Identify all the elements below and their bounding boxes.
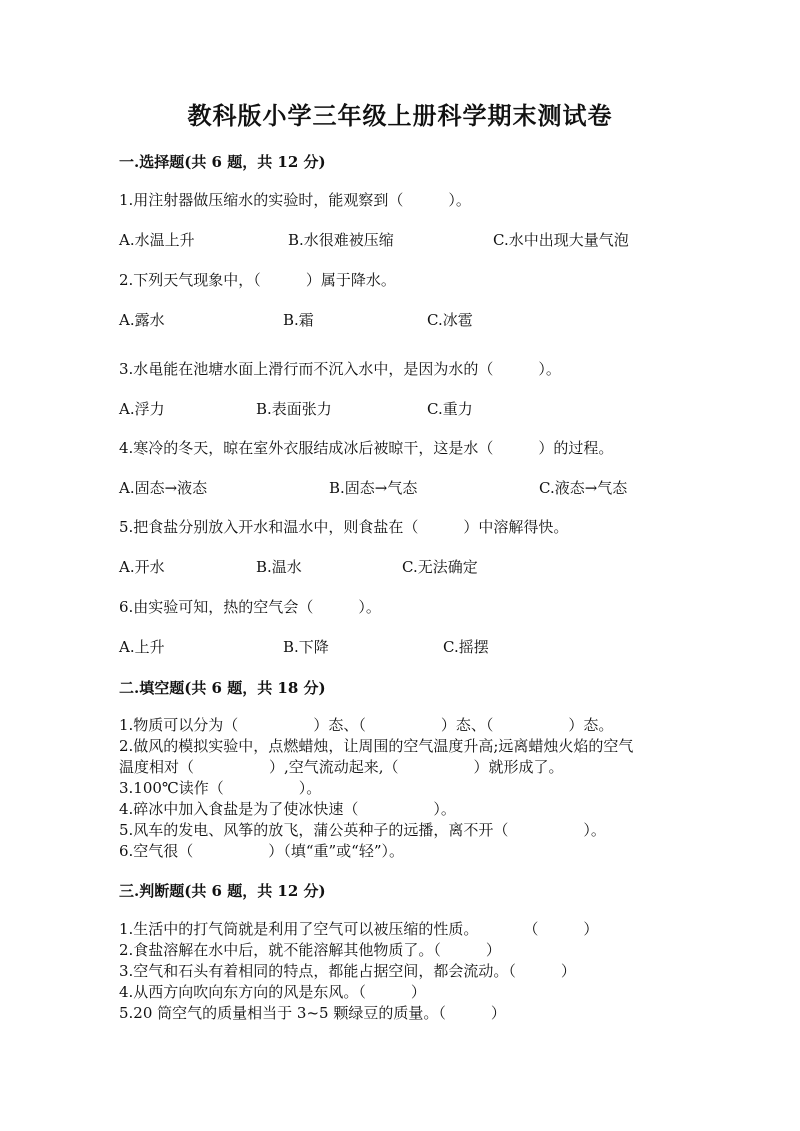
option-1-3-a: A.浮力 (119, 400, 165, 418)
option-1-5-c: C.无法确定 (402, 558, 478, 576)
fill-line-4: 3.100℃读作（ ）。 (119, 779, 322, 797)
fill-line-1: 1.物质可以分为（ ）态、（ ）态、（ ）态。 (119, 716, 614, 734)
section-heading-judge: 三.判断题(共 6 题，共 12 分) (119, 882, 326, 900)
fill-line-6: 5.风车的发电、风筝的放飞，蒲公英种子的远播，离不开（ ）。 (119, 821, 606, 839)
judge-line-5: 5.20 筒空气的质量相当于 3~5 颗绿豆的质量。（ ） (119, 1004, 506, 1022)
option-1-4-c: C.液态→气态 (539, 479, 628, 497)
question-1-1: 1.用注射器做压缩水的实验时，能观察到（ ）。 (119, 191, 471, 209)
question-1-6: 6.由实验可知，热的空气会（ ）。 (119, 598, 381, 616)
option-1-4-b: B.固态→气态 (329, 479, 418, 497)
exam-title: 教科版小学三年级上册科学期末测试卷 (187, 101, 613, 130)
question-1-3: 3.水黾能在池塘水面上滑行而不沉入水中，是因为水的（ ）。 (119, 360, 561, 378)
question-1-2: 2.下列天气现象中，（ ）属于降水。 (119, 271, 396, 289)
option-1-6-a: A.上升 (119, 638, 165, 656)
option-1-2-b: B.霜 (283, 311, 314, 329)
option-1-1-c: C.水中出现大量气泡 (493, 231, 629, 249)
option-1-6-b: B.下降 (283, 638, 329, 656)
option-1-1-a: A.水温上升 (119, 231, 195, 249)
judge-line-1: 1.生活中的打气筒就是利用了空气可以被压缩的性质。 （ ） (119, 920, 599, 938)
option-1-1-b: B.水很难被压缩 (288, 231, 394, 249)
judge-line-2: 2.食盐溶解在水中后，就不能溶解其他物质了。（ ） (119, 941, 501, 959)
option-1-5-a: A.开水 (119, 558, 165, 576)
option-1-5-b: B.温水 (256, 558, 302, 576)
question-1-5: 5.把食盐分别放入开水和温水中，则食盐在（ ）中溶解得快。 (119, 518, 569, 536)
judge-line-3: 3.空气和石头有着相同的特点，都能占据空间，都会流动。（ ） (119, 962, 576, 980)
option-1-3-c: C.重力 (427, 400, 473, 418)
section-heading-fill: 二.填空题(共 6 题，共 18 分) (119, 679, 326, 697)
fill-line-3: 温度相对（ ）,空气流动起来,（ ）就形成了。 (119, 758, 564, 776)
fill-line-7: 6.空气很（ ）（填“重”或“轻”）。 (119, 842, 404, 860)
question-1-4: 4.寒冷的冬天，晾在室外衣服结成冰后被晾干，这是水（ ）的过程。 (119, 439, 614, 457)
option-1-2-a: A.露水 (119, 311, 165, 329)
fill-line-5: 4.碎冰中加入食盐是为了使冰快速（ ）。 (119, 800, 456, 818)
option-1-2-c: C.冰雹 (427, 311, 473, 329)
section-heading-choice: 一.选择题(共 6 题，共 12 分) (119, 153, 326, 171)
option-1-6-c: C.摇摆 (443, 638, 489, 656)
option-1-3-b: B.表面张力 (256, 400, 332, 418)
fill-line-2: 2.做风的模拟实验中，点燃蜡烛，让周围的空气温度升高;远离蜡烛火焰的空气 (119, 737, 634, 755)
option-1-4-a: A.固态→液态 (119, 479, 208, 497)
judge-line-4: 4.从西方向吹向东方向的风是东风。（ ） (119, 983, 426, 1001)
